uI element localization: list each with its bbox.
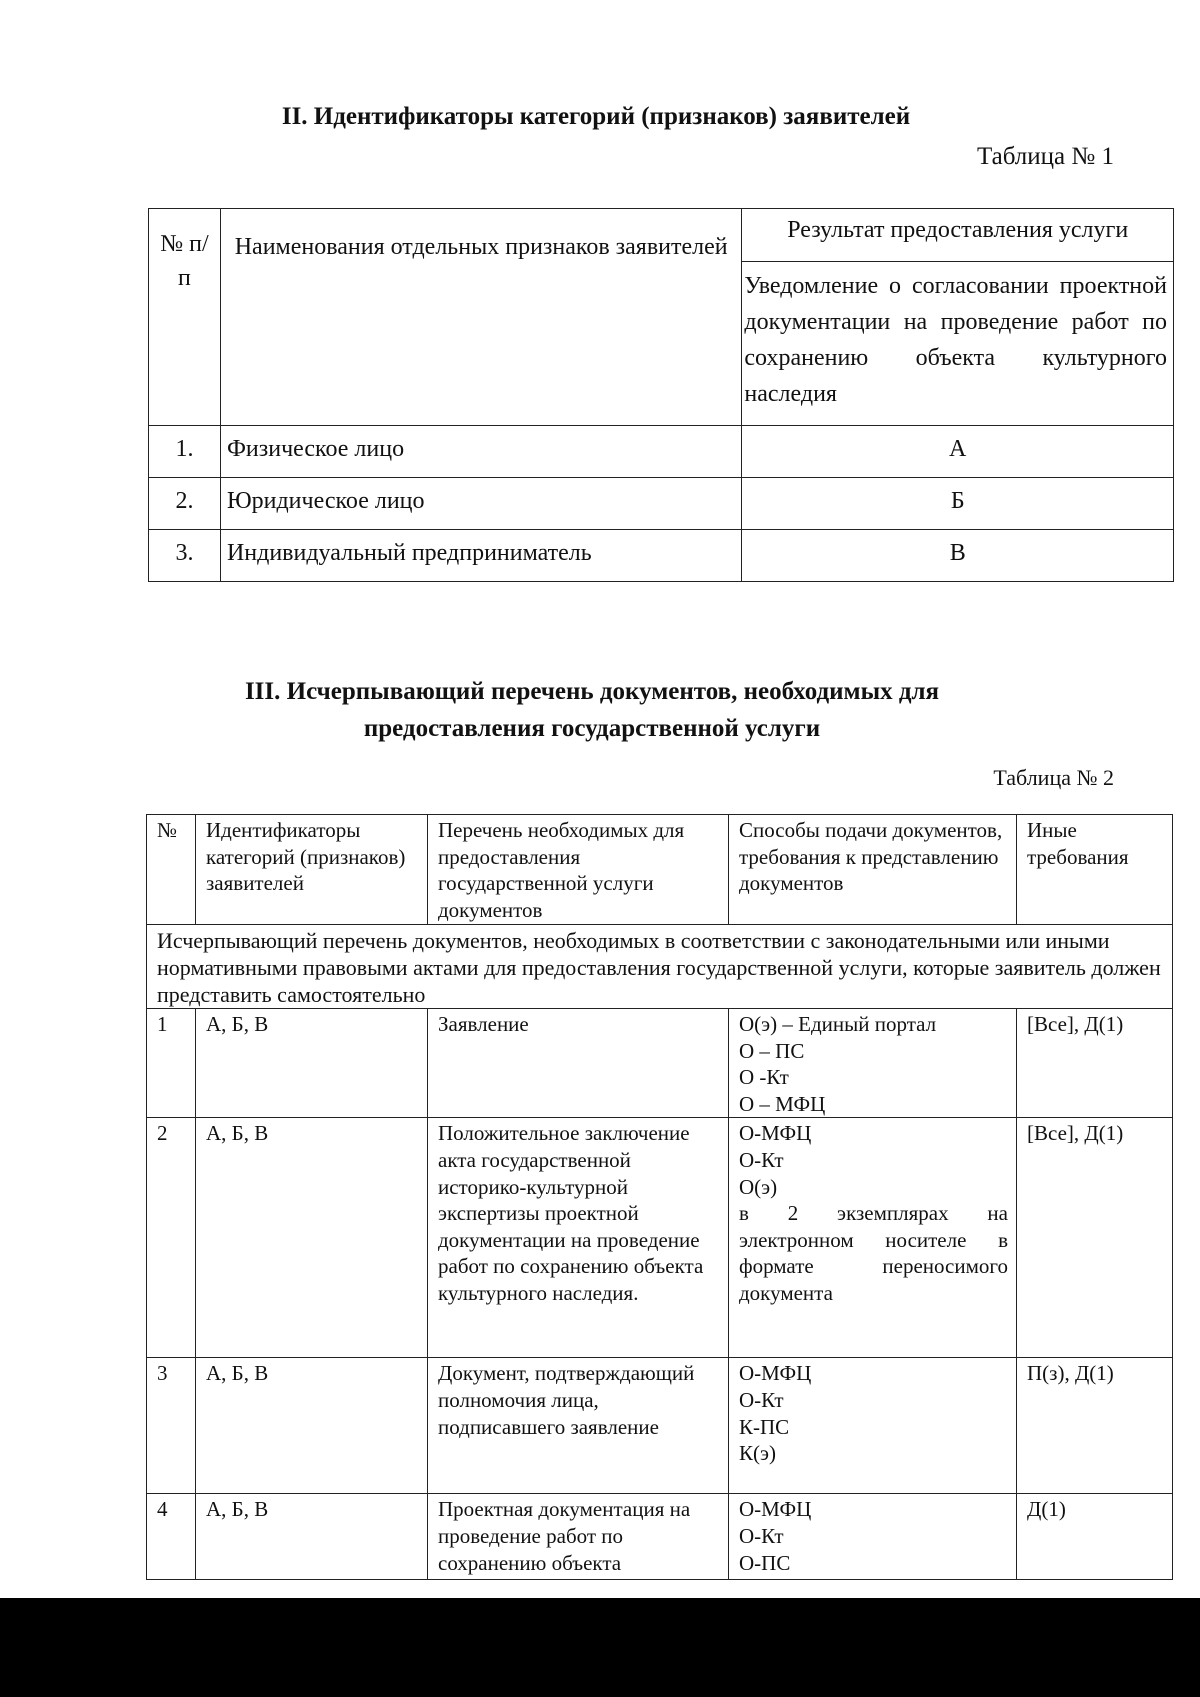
t2-row-ways-cell bbox=[729, 1118, 1017, 1358]
t2-row-ids: А, Б, В bbox=[196, 1009, 428, 1118]
t1-row-code: Б bbox=[742, 478, 1174, 530]
t1-header-name: Наименования отдельных признаков заявителей bbox=[220, 209, 741, 426]
t2-row-ways: О(э) – Единый портал О – ПС О -Кт О – МФЦ bbox=[729, 1009, 1017, 1118]
t1-header-num: № п/п bbox=[149, 209, 221, 426]
section-3-title bbox=[0, 673, 1192, 747]
t1-row-name: Юридическое лицо bbox=[220, 478, 741, 530]
t2-header-ways: Способы подачи документов, требования к представлению документов bbox=[729, 815, 1017, 925]
t1-row-code: В bbox=[742, 530, 1174, 582]
t2-row-num: 4 bbox=[147, 1494, 196, 1580]
t1-row-num: 3. bbox=[149, 530, 221, 582]
t1-row-name: Индивидуальный предприниматель bbox=[220, 530, 741, 582]
t2-row-ids: А, Б, В bbox=[196, 1494, 428, 1580]
t2-row-other: [Все], Д(1) bbox=[1017, 1118, 1173, 1358]
table-row bbox=[147, 1009, 1173, 1118]
t2-row-num: 3 bbox=[147, 1358, 196, 1494]
t2-row-doc: Документ, подтверждающий полномочия лица, подписавшего заявление bbox=[428, 1358, 729, 1494]
t2-row-other: П(з), Д(1) bbox=[1017, 1358, 1173, 1494]
section-3-title-line1: III. Исчерпывающий перечень документов, необходимых для bbox=[244, 678, 940, 705]
t2-row-other: [Все], Д(1) bbox=[1017, 1009, 1173, 1118]
t2-subheader: Исчерпывающий перечень документов, необходимых в соответствии с законодательными или иными нормативными правовыми актами для предоставления государственной услуги, которые заявитель должен представить самостоятельно bbox=[147, 925, 1173, 1009]
table-row bbox=[147, 1494, 1173, 1580]
section-3-title-line2: предоставления государственной услуги bbox=[363, 715, 821, 742]
table-row bbox=[149, 530, 1174, 582]
section-2-title: II. Идентификаторы категорий (признаков) заявителей bbox=[281, 103, 911, 130]
table-1 bbox=[148, 208, 1174, 582]
t2-row-num: 1 bbox=[147, 1009, 196, 1118]
t2-row-ids: А, Б, В bbox=[196, 1118, 428, 1358]
t2-header-docs: Перечень необходимых для предоставления государственной услуги документов bbox=[428, 815, 729, 925]
t2-row-ways: О-МФЦ О-Кт О(э) bbox=[739, 1121, 812, 1199]
table-row bbox=[147, 1118, 1173, 1358]
t2-row-other: Д(1) bbox=[1017, 1494, 1173, 1580]
table-row bbox=[149, 478, 1174, 530]
t1-row-num: 2. bbox=[149, 478, 221, 530]
table-2 bbox=[146, 814, 1173, 1580]
scan-bottom-edge bbox=[0, 1598, 1200, 1697]
t2-row-ways: О-МФЦ О-Кт К-ПС К(э) bbox=[729, 1358, 1017, 1494]
t1-row-name: Физическое лицо bbox=[220, 426, 741, 478]
t1-row-num: 1. bbox=[149, 426, 221, 478]
table-row bbox=[147, 1358, 1173, 1494]
t2-header-ids: Идентификаторы категорий (признаков) заявителей bbox=[196, 815, 428, 925]
t1-row-code: А bbox=[742, 426, 1174, 478]
t2-row-ways: О-МФЦ О-Кт О-ПС bbox=[729, 1494, 1017, 1580]
t2-row-ids: А, Б, В bbox=[196, 1358, 428, 1494]
t1-header-result: Результат предоставления услуги bbox=[742, 209, 1174, 262]
t2-header-other: Иные требования bbox=[1017, 815, 1173, 925]
table-2-caption: Таблица № 2 bbox=[993, 765, 1114, 790]
t2-row-ways-note: в 2 экземплярах на электронном носителе в формате переносимого документа bbox=[739, 1201, 1008, 1305]
t2-row-num: 2 bbox=[147, 1118, 196, 1358]
t2-row-doc: Заявление bbox=[428, 1009, 729, 1118]
table-1-caption: Таблица № 1 bbox=[976, 143, 1114, 170]
table-row bbox=[149, 426, 1174, 478]
t2-row-doc: Положительное заключение акта государственной историко-культурной экспертизы проектной документации на проведение работ по сохранению объекта культурного наследия. bbox=[428, 1118, 729, 1358]
t2-row-doc: Проектная документация на проведение работ по сохранению объекта bbox=[428, 1494, 729, 1580]
t2-header-num: № bbox=[147, 815, 196, 925]
t1-header-result-sub: Уведомление о согласовании проектной документации на проведение работ по сохранению объекта культурного наследия bbox=[742, 262, 1174, 426]
